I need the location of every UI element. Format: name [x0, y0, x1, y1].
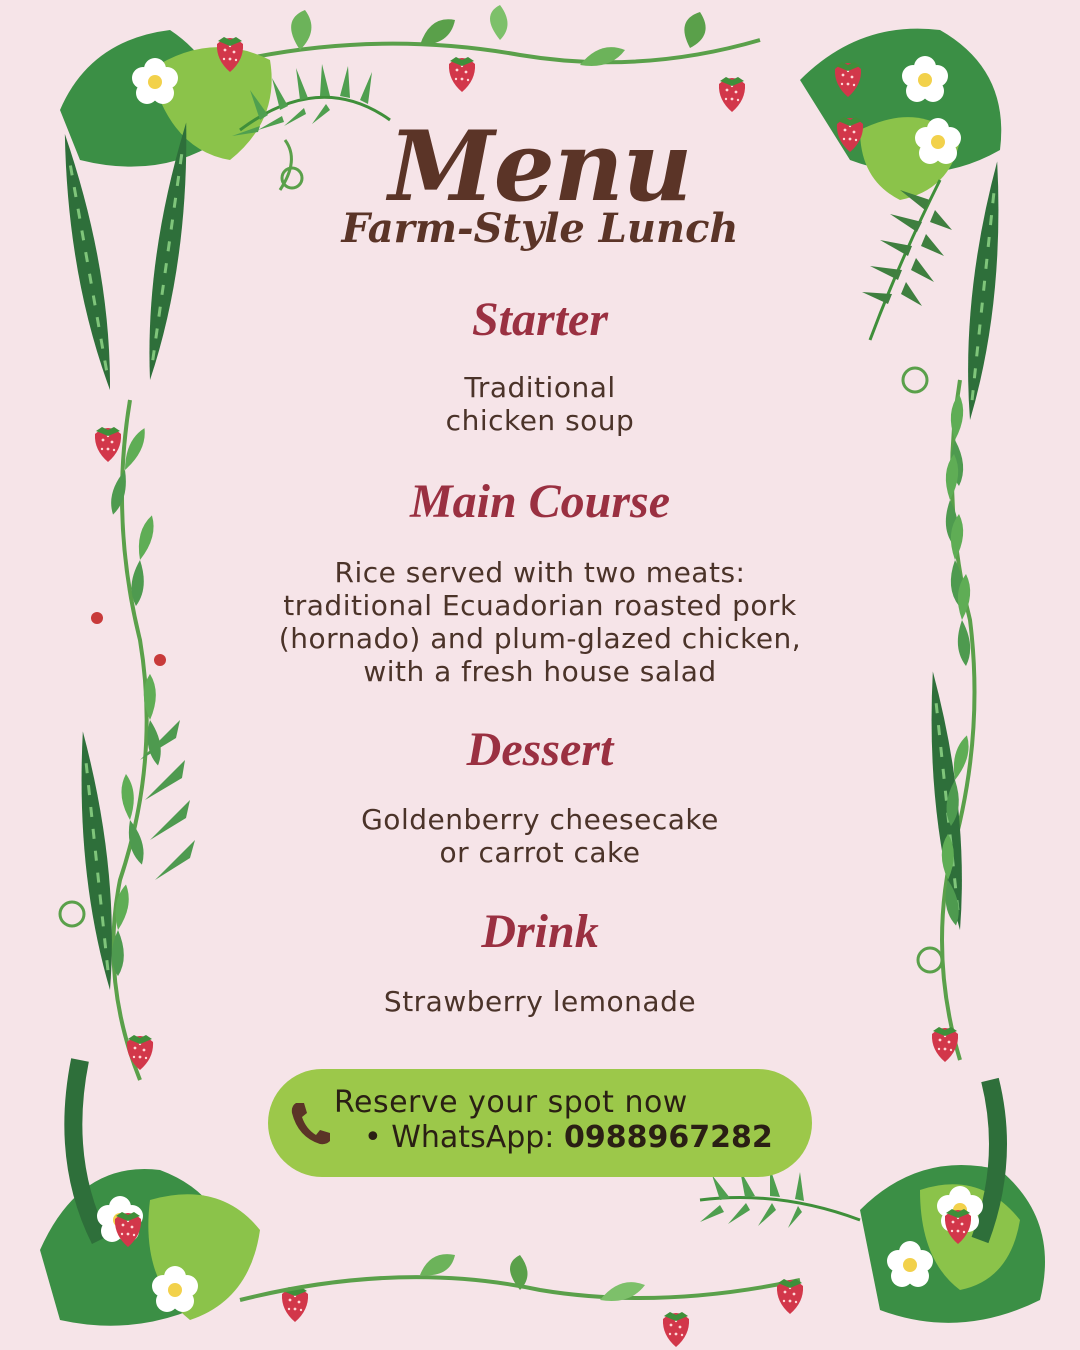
section-heading-drink: Drink [481, 905, 599, 958]
section-text-main-course: Rice served with two meats: traditional Ecuadorian roasted pork (hornado) and plum-glazed chicken, with a fresh house salad [278, 556, 802, 688]
whatsapp-number[interactable]: 0988967282 [563, 1120, 773, 1155]
section-heading-dessert: Dessert [466, 723, 614, 776]
bullet: • [364, 1120, 382, 1155]
section-heading-main-course: Main Course [409, 475, 671, 528]
whatsapp-label: WhatsApp: [391, 1120, 555, 1155]
section-text-starter: Traditional chicken soup [445, 371, 635, 437]
section-heading-starter: Starter [471, 293, 609, 346]
section-text-drink: Strawberry lemonade [383, 985, 697, 1018]
reserve-text: Reserve your spot now [334, 1085, 688, 1120]
section-text-dessert: Goldenberry cheesecake or carrot cake [361, 803, 719, 869]
phone-icon [288, 1099, 332, 1147]
reserve-banner[interactable] [268, 1069, 812, 1177]
menu-title: Menu [388, 110, 692, 223]
menu-subtitle: Farm-Style Lunch [341, 205, 739, 252]
whatsapp-contact[interactable] [364, 1119, 804, 1157]
